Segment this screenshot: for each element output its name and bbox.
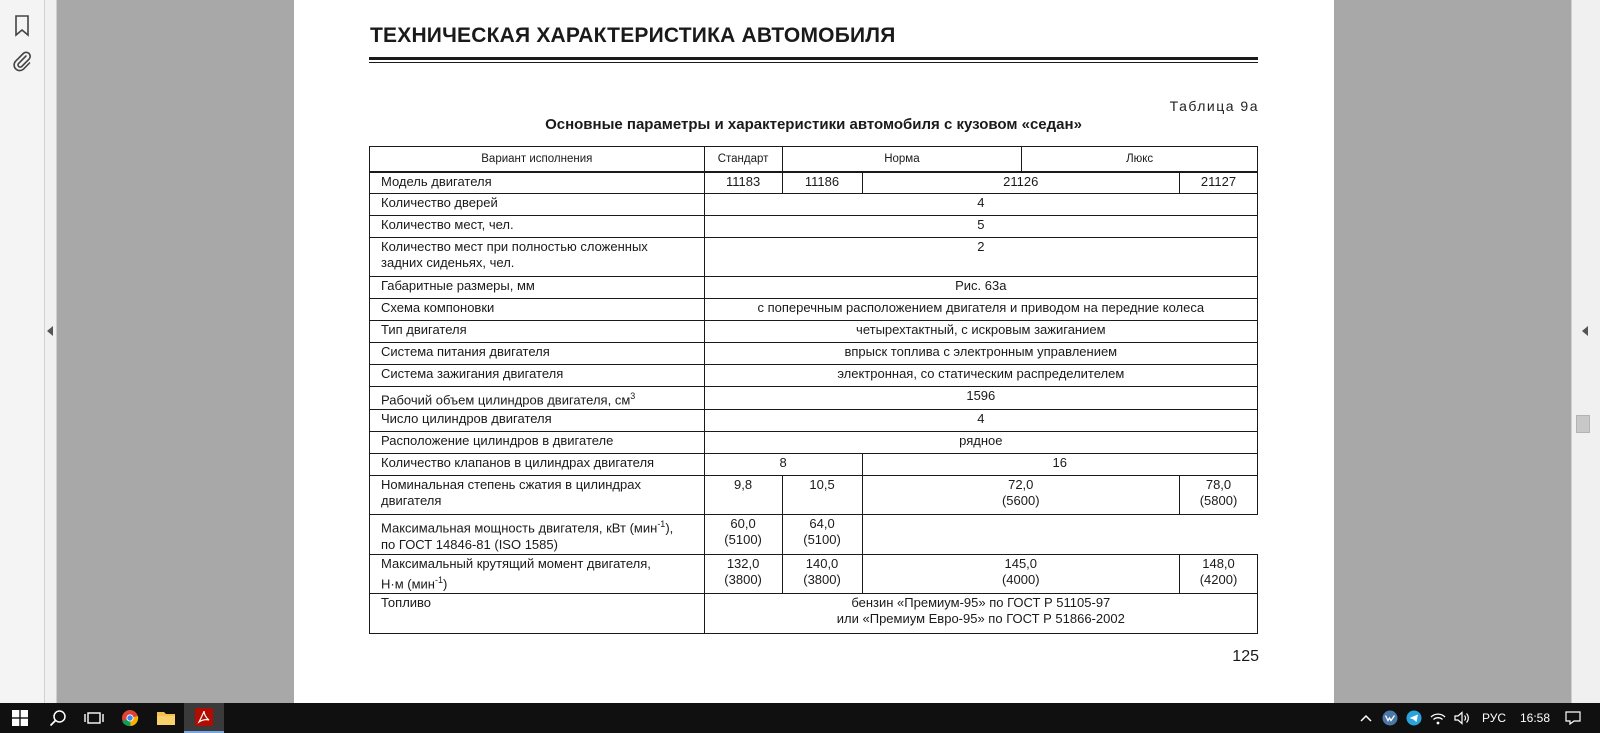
rpm-line: (3800) [724,571,762,587]
page-header: ТЕХНИЧЕСКАЯ ХАРАКТЕРИСТИКА АВТОМОБИЛЯ [370,24,896,47]
table-row [370,476,1258,515]
table-row [370,387,1258,410]
value-line: бензин «Премиум-95» по ГОСТ Р 51105-97 [851,594,1111,610]
clock[interactable]: 16:58 [1520,711,1551,725]
task-view-icon[interactable] [76,703,112,733]
cell-value [704,554,782,593]
table-row [370,410,1258,432]
table-row [370,432,1258,454]
acrobat-icon[interactable] [184,703,224,733]
cell-value: 5 [704,216,1257,238]
cell-value: 11183 [704,172,782,194]
taskbar [0,703,1600,733]
collapse-right-arrow-icon[interactable] [1582,326,1588,336]
bookmark-icon[interactable] [10,14,34,38]
cell-value [782,515,862,554]
cell-value: 16 [862,454,1258,476]
value-line: 64,0 [809,516,835,532]
table-row [370,554,1258,593]
spec-table [369,146,1258,634]
row-label-text: Рабочий объем цилиндров двигателя, см [381,392,631,408]
superscript: -1 [434,574,443,585]
row-label-line: двигателя [381,493,442,509]
row-label: Система зажигания двигателя [370,365,705,387]
value-line: 60,0 [730,516,756,532]
pdf-page [294,0,1334,703]
page-number: 125 [1232,648,1259,665]
cell-value: с поперечным расположением двигателя и приводом на передние колеса [704,299,1257,321]
cell-value: четырехтактный, с искровым зажиганием [704,321,1257,343]
rpm-line: (5100) [803,532,841,548]
table-row [370,172,1258,194]
superscript: -1 [657,519,666,530]
table-row [370,321,1258,343]
row-label [370,515,705,554]
windows-start-icon[interactable] [0,703,40,733]
row-label-text: Н·м (мин [381,575,435,591]
row-label: Модель двигателя [370,172,705,194]
cell-value: 8 [704,454,862,476]
row-label-line: по ГОСТ 14846-81 (ISO 1585) [381,536,558,552]
telegram-icon[interactable] [1402,703,1426,733]
rpm-line: (5100) [724,532,762,548]
table-row [370,454,1258,476]
row-label-line: Максимальный крутящий момент двигателя, [381,555,651,571]
cell-value [1180,476,1258,515]
rpm-line: (5800) [1199,493,1238,509]
row-label-text: ), [665,520,674,536]
row-label-line: Номинальная степень сжатия в цилиндрах [381,477,641,493]
value-line: 145,0 [1004,555,1038,571]
right-panel-collapse[interactable] [1571,0,1600,703]
cell-value [704,515,782,554]
volume-icon[interactable] [1450,703,1474,733]
cell-value: электронная, со статическим распределителем [704,365,1257,387]
table-row [370,593,1258,633]
notifications-icon[interactable] [1558,703,1588,733]
chevron-up-icon[interactable] [1354,703,1378,733]
rpm-line: (3800) [803,571,841,587]
paperclip-icon[interactable] [10,49,34,73]
cell-value: 11186 [782,172,862,194]
row-label-line: задних сиденьях, чел. [381,255,515,270]
row-label: Система питания двигателя [370,343,705,365]
value-line: 148,0 [1202,555,1235,571]
row-label-text: Максимальная мощность двигателя, кВт (мин [381,520,658,536]
file-explorer-icon[interactable] [148,703,184,733]
left-sidebar [0,0,45,703]
cell-value: 1596 [704,387,1257,410]
wifi-icon[interactable] [1426,703,1450,733]
row-label: Тип двигателя [370,321,705,343]
table-row [370,194,1258,216]
table-header-row [370,147,1258,172]
rpm-line: (4000) [1001,571,1040,587]
row-label: Габаритные размеры, мм [370,277,705,299]
row-label [370,387,705,410]
header-norma: Норма [782,147,1022,172]
table-row [370,277,1258,299]
cell-value: Рис. 63а [704,277,1257,299]
header-standard: Стандарт [704,147,782,172]
table-row [370,515,1258,554]
row-label: Расположение цилиндров в двигателе [370,432,705,454]
left-panel-collapse[interactable] [45,0,57,703]
cell-value: 21127 [1180,172,1258,194]
superscript: 3 [630,391,636,401]
collapse-left-arrow-icon[interactable] [47,326,53,336]
cell-value: 2 [704,238,1257,277]
table-number: Таблица 9а [1169,98,1259,114]
vk-icon[interactable] [1378,703,1402,733]
value-line: 132,0 [726,555,760,571]
cell-value: 4 [704,194,1257,216]
cell-value [862,476,1180,515]
header-rule-thick [369,57,1258,60]
value-line: 140,0 [805,555,839,571]
language-indicator[interactable]: РУС [1482,711,1507,725]
rpm-line: (4200) [1199,571,1238,587]
cell-value [782,554,862,593]
cell-value: 21126 [862,172,1180,194]
cell-value [704,593,1257,633]
row-label: Количество мест, чел. [370,216,705,238]
header-variant: Вариант исполнения [370,147,705,172]
row-label: Топливо [370,593,705,633]
row-label [370,476,705,515]
rpm-line: (5600) [1001,493,1040,509]
cell-value [1180,554,1258,593]
value-line: 72,0 [1008,477,1034,493]
table-row [370,216,1258,238]
row-label: Количество дверей [370,194,705,216]
table-row [370,365,1258,387]
table-row [370,238,1258,277]
row-label-text: ) [443,575,448,591]
row-label [370,238,705,277]
chrome-icon[interactable] [112,703,148,733]
table-row [370,343,1258,365]
table-caption: Основные параметры и характеристики автомобиля с кузовом «седан» [545,116,1082,133]
row-label-line: Количество мест при полностью сложенных [381,239,648,254]
table-row [370,299,1258,321]
cell-value: впрыск топлива с электронным управлением [704,343,1257,365]
cell-value: 4 [704,410,1257,432]
cell-value [862,554,1180,593]
row-label: Число цилиндров двигателя [370,410,705,432]
search-icon[interactable] [40,703,76,733]
row-label: Количество клапанов в цилиндрах двигателя [370,454,705,476]
cell-value: 10,5 [782,476,862,515]
cell-value: 9,8 [704,476,782,515]
row-label [370,554,705,593]
header-lux: Люкс [1022,147,1258,172]
value-line: или «Премиум Евро-95» по ГОСТ Р 51866-2002 [836,610,1125,626]
row-label: Схема компоновки [370,299,705,321]
cell-value: рядное [704,432,1257,454]
scrollbar-thumb[interactable] [1576,415,1590,433]
value-line: 78,0 [1205,477,1232,493]
header-rule-thin [369,62,1258,63]
